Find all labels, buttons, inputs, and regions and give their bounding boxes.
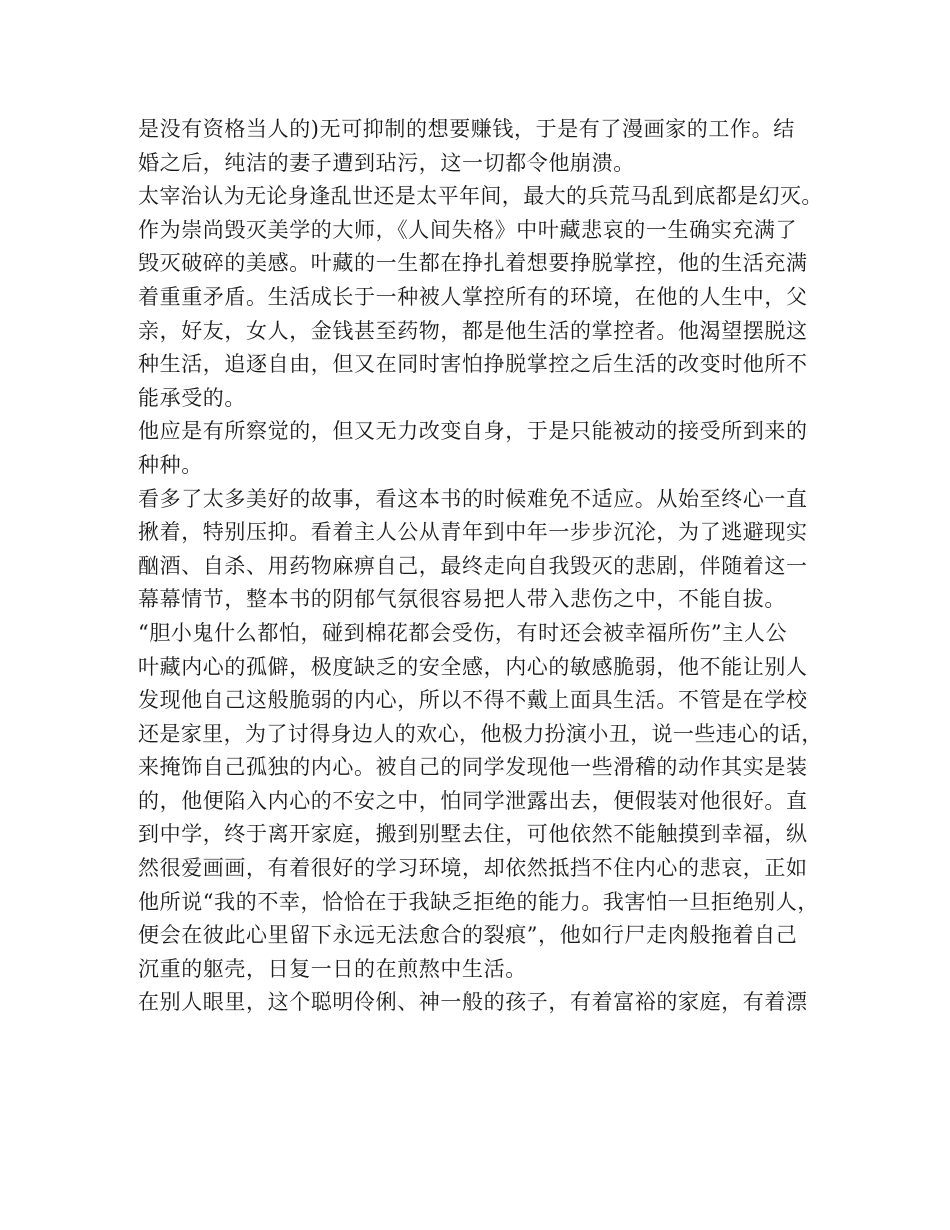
text-line: 便会在彼此心里留下永远无法愈合的裂痕”，他如行尸走肉般拖着自己 — [138, 923, 798, 948]
text-line: 是没有资格当人的)无可抑制的想要赚钱，于是有了漫画家的工作。结 — [138, 117, 795, 141]
text-line: 酗酒、自杀、用药物麻痹自己，最终走向自我毁灭的悲剧，伴随着这一 — [138, 553, 808, 578]
text-line: 他应是有所察觉的，但又无力改变自身，于是只能被动的接受所到来的 — [138, 419, 808, 444]
text-line: 婚之后，纯洁的妻子遭到玷污，这一切都令他崩溃。 — [138, 150, 635, 175]
document-body — [138, 113, 828, 1020]
text-line: 作为崇尚毁灭美学的大师，《人间失格》中叶藏悲哀的一生确实充满了 — [138, 217, 798, 242]
text-line: 发现他自己这般脆弱的内心，所以不得不戴上面具生活。不管是在学校 — [138, 688, 808, 713]
text-line: 还是家里，为了讨得身边人的欢心，他极力扮演小丑，说一些违心的话， — [138, 721, 823, 746]
text-line: 他所说“我的不幸，恰恰在于我缺乏拒绝的能力。我害怕一旦拒绝别人， — [138, 889, 819, 914]
text-line: 亲，好友，女人，金钱甚至药物，都是他生活的掌控者。他渴望摆脱这 — [138, 318, 808, 343]
text-line: 毁灭破碎的美感。叶藏的一生都在挣扎着想要挣脱掌控，他的生活充满 — [138, 251, 808, 276]
text-line: 种生活，追逐自由，但又在同时害怕挣脱掌控之后生活的改变时他所不 — [138, 352, 808, 377]
text-line: 种种。 — [138, 452, 203, 477]
text-line: 能承受的。 — [138, 385, 246, 410]
text-line: 着重重矛盾。生活成长于一种被人掌控所有的环境，在他的人生中，父 — [138, 284, 808, 309]
text-line: 沉重的躯壳，日复一日的在煎熬中生活。 — [138, 956, 527, 981]
text-line: 在别人眼里，这个聪明伶俐、神一般的孩子，有着富裕的家庭，有着漂 — [138, 990, 808, 1015]
text-line: 的，他便陷入内心的不安之中，怕同学泄露出去，便假装对他很好。直 — [138, 788, 808, 813]
text-line: 来掩饰自己孤独的内心。被自己的同学发现他一些滑稽的动作其实是装 — [138, 755, 808, 780]
text-line: 叶藏内心的孤僻，极度缺乏的安全感，内心的敏感脆弱，他不能让别人 — [138, 654, 808, 679]
text-line: 揪着，特别压抑。看着主人公从青年到中年一步步沉沦，为了逃避现实 — [138, 520, 808, 545]
text-line: 太宰治认为无论身逢乱世还是太平年间，最大的兵荒马乱到底都是幻灭。 — [138, 184, 823, 209]
text-line: 到中学，终于离开家庭，搬到别墅去住，可他依然不能触摸到幸福，纵 — [138, 822, 808, 847]
text-line: 幕幕情节，整本书的阴郁气氛很容易把人带入悲伤之中，不能自拔。 — [138, 587, 786, 612]
text-line: “胆小鬼什么都怕，碰到棉花都会受伤，有时还会被幸福所伤”主人公 — [138, 620, 788, 645]
text-line: 看多了太多美好的故事，看这本书的时候难免不适应。从始至终心一直 — [138, 486, 808, 511]
text-line: 然很爱画画，有着很好的学习环境，却依然抵挡不住内心的悲哀，正如 — [138, 856, 808, 881]
